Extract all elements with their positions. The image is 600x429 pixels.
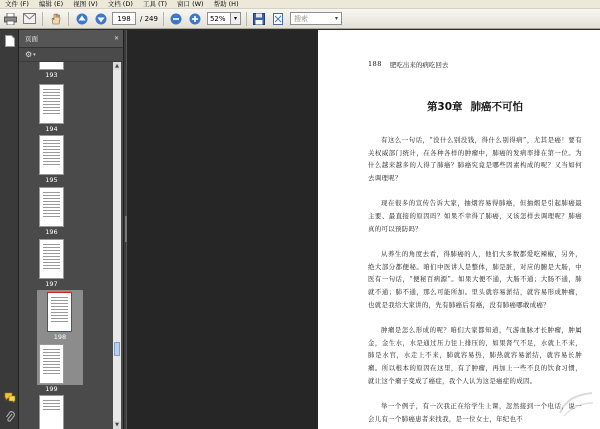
paragraph: 举一个例子，有一次我正在给学生上课，忽然接到一个电话，说一会儿有一个肺癌患者来找我，是一位女士，年纪也不 [368, 402, 582, 423]
toolbar-separator [68, 12, 69, 26]
paragraph: 肿瘤是怎么形成的呢？咱们大家都知道，气游血脉才长肿瘤，肿属金，金生水，水是通过压力往上排压的，如果肾气不足，水就上不来，肺是水官，水走上不来，肺就容易热，肺热就容易淤结，就容易长肿瘤。所以根本的原因在这里，有了肿瘤，再加上一些不良的饮食习惯，就让这个瘤子变成了癌症，我个人认为这是癌症的成因。 [368, 326, 582, 385]
thumbnail-page[interactable] [33, 395, 70, 429]
page-number-input[interactable] [112, 12, 136, 25]
thumbnail-page[interactable] [33, 239, 70, 288]
thumbnail-label: 197 [45, 280, 58, 288]
next-page-icon[interactable] [93, 11, 108, 26]
menu-edit[interactable]: 编辑 (E) [38, 0, 64, 8]
thumbnail-scrollbar[interactable] [113, 62, 121, 429]
pages-panel-header [19, 30, 123, 48]
navigation-rail [0, 30, 19, 429]
thumbnail-image [39, 344, 64, 384]
pages-panel [19, 30, 123, 429]
print-icon[interactable] [3, 11, 18, 26]
running-page-number: 188 [368, 60, 382, 68]
menu-view[interactable]: 视图 (V) [73, 0, 98, 8]
email-icon[interactable] [22, 11, 37, 26]
toolbar-separator [246, 12, 247, 26]
running-title: 肥吃出来的病吃回去 [389, 61, 449, 69]
chapter-heading [368, 99, 582, 114]
thumbnail-image [39, 239, 64, 279]
thumbnail-image [39, 135, 64, 175]
thumbnail-page[interactable] [33, 84, 70, 133]
zoom-combo [207, 12, 241, 25]
zoom-out-icon[interactable] [169, 11, 184, 26]
paragraph: 现在很多的宣传告诉大家，抽烟容易得肺癌，但抽烟是引起肺癌最主要、最直接的原因吗？如果不幸得了肺癌，又该怎样去调理呢？肺癌真的可以预防吗？ [368, 199, 582, 233]
thumbnail-image [39, 187, 64, 227]
paragraph: 有这么一句话，“没什么别没钱，得什么别得病”，尤其是癌！要有关权威部门统计，在各种各样的肿瘤中，肺癌的发病率排在第一位。为什么越来越多的人得了肺癌？肺癌究竟是哪些因素构成的呢？又当如何去调理呢？ [368, 136, 582, 182]
menu-bar [0, 0, 600, 9]
attachments-icon[interactable] [3, 410, 16, 423]
thumbnail-label: 199 [45, 385, 58, 393]
document-viewer[interactable] [127, 30, 600, 429]
chevron-down-icon[interactable]: ▾ [334, 15, 338, 22]
chapter-title: 肺癌不可怕 [470, 101, 524, 113]
scrollbar-thumb[interactable] [114, 342, 120, 356]
gear-icon[interactable]: ⚙ [25, 50, 33, 59]
pages-panel-icon[interactable] [3, 34, 16, 47]
thumbnail-label: 196 [45, 228, 58, 236]
panel-close-icon[interactable]: ✕ [113, 35, 119, 42]
hand-tool-icon[interactable] [48, 11, 63, 26]
thumbnail-page[interactable] [33, 135, 70, 184]
thumbnail-label: 194 [45, 125, 58, 133]
fit-page-icon[interactable] [271, 11, 286, 26]
scroll-down-icon[interactable]: ▼ [113, 421, 121, 429]
thumbnail-label: 193 [45, 71, 58, 79]
search-placeholder: 搜索 [293, 14, 308, 23]
watermark-icon [556, 389, 596, 419]
toolbar [0, 9, 600, 29]
menu-tools[interactable]: 工具 (T) [142, 0, 167, 8]
options-menu[interactable] [19, 48, 123, 62]
zoom-in-icon[interactable] [188, 11, 203, 26]
toolbar-separator [42, 12, 43, 26]
thumbnail-page[interactable] [33, 344, 70, 393]
paragraph: 从养生的角度去看，得肺癌的人，他们大多数都爱吃辣椒，另外，绝大部分都便秘。咱们中医讲人是整体，肺是脏，对应的腑是大肠，中医有一句话，“便秘百病源”。如果大便不通，大肠不通；大肠不通，肺就不通；肺不通，那么可能所加。里头就容易淤结，就容易形成肿瘤，也就是我给大家讲的，先有肺癌后有癌，没有肺癌哪敢成癌？ [368, 250, 582, 309]
menu-help[interactable]: 帮助 (H) [213, 0, 239, 8]
menu-document[interactable]: 文档 (D) [107, 0, 133, 8]
thumbnail-list [19, 62, 123, 429]
thumbnail-page[interactable] [33, 187, 70, 236]
toolbar-separator [163, 12, 164, 26]
menu-file[interactable]: 文件 (F) [5, 0, 29, 8]
running-head [368, 60, 582, 69]
chevron-down-icon[interactable]: ▾ [231, 12, 241, 25]
scroll-up-icon[interactable]: ▲ [113, 62, 121, 70]
document-page [318, 30, 600, 429]
menu-window[interactable]: 窗口 (W) [177, 0, 204, 8]
thumbnail-label: 198 [53, 333, 67, 341]
thumbnail-image [39, 395, 64, 429]
previous-page-icon[interactable] [74, 11, 89, 26]
thumbnail-image [47, 292, 72, 332]
thumbnail-image [39, 62, 64, 70]
chapter-number: 第30章 [426, 101, 463, 113]
thumbnail-image [39, 84, 64, 124]
save-icon[interactable] [252, 11, 267, 26]
comments-icon[interactable] [3, 391, 16, 404]
zoom-input[interactable] [207, 12, 231, 25]
thumbnail-page[interactable] [33, 62, 70, 79]
page-total: / 249 [140, 14, 158, 23]
chevron-down-icon[interactable]: ▾ [33, 51, 36, 58]
search-input[interactable] [290, 12, 342, 25]
thumbnail-label: 195 [45, 176, 58, 184]
pages-panel-title: 页面 [25, 35, 38, 43]
